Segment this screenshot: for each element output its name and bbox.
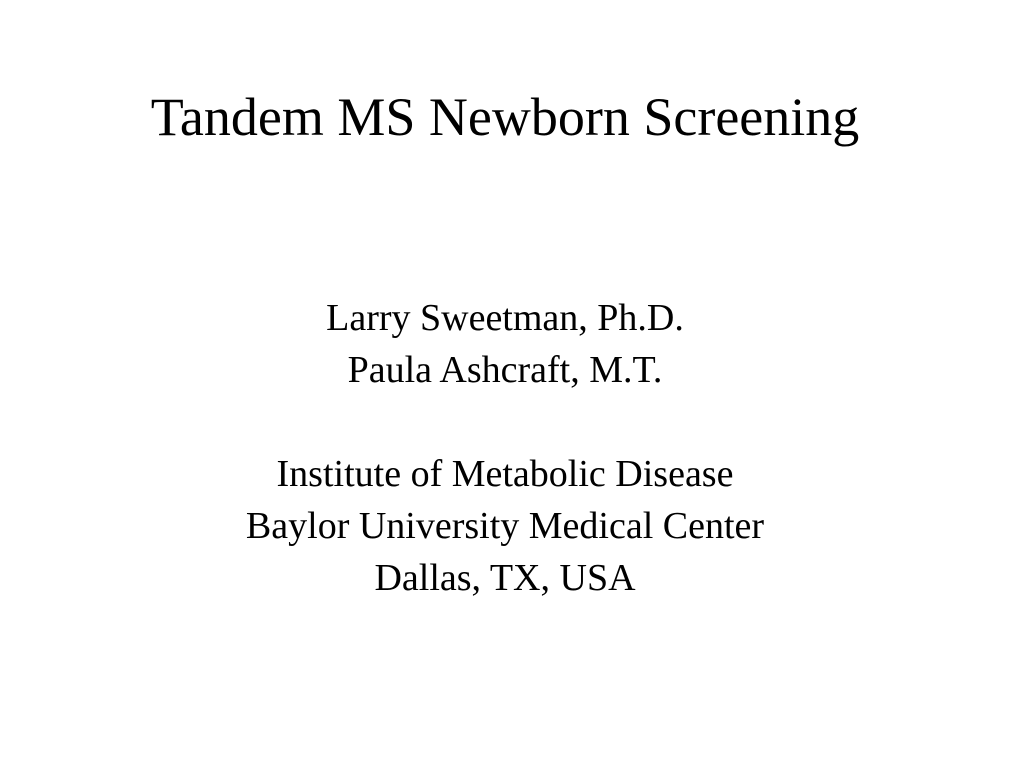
author-name: Paula Ashcraft, M.T. (347, 349, 663, 391)
author-name: Larry Sweetman, Ph.D. (326, 297, 684, 339)
slide-body (0, 292, 1010, 604)
spacer (0, 396, 1010, 448)
slide-title: Tandem MS Newborn Screening (150, 87, 860, 147)
affiliation-line: Institute of Metabolic Disease (276, 453, 734, 495)
affiliation-line: Dallas, TX, USA (374, 557, 636, 599)
affiliation-line: Baylor University Medical Center (245, 505, 765, 547)
